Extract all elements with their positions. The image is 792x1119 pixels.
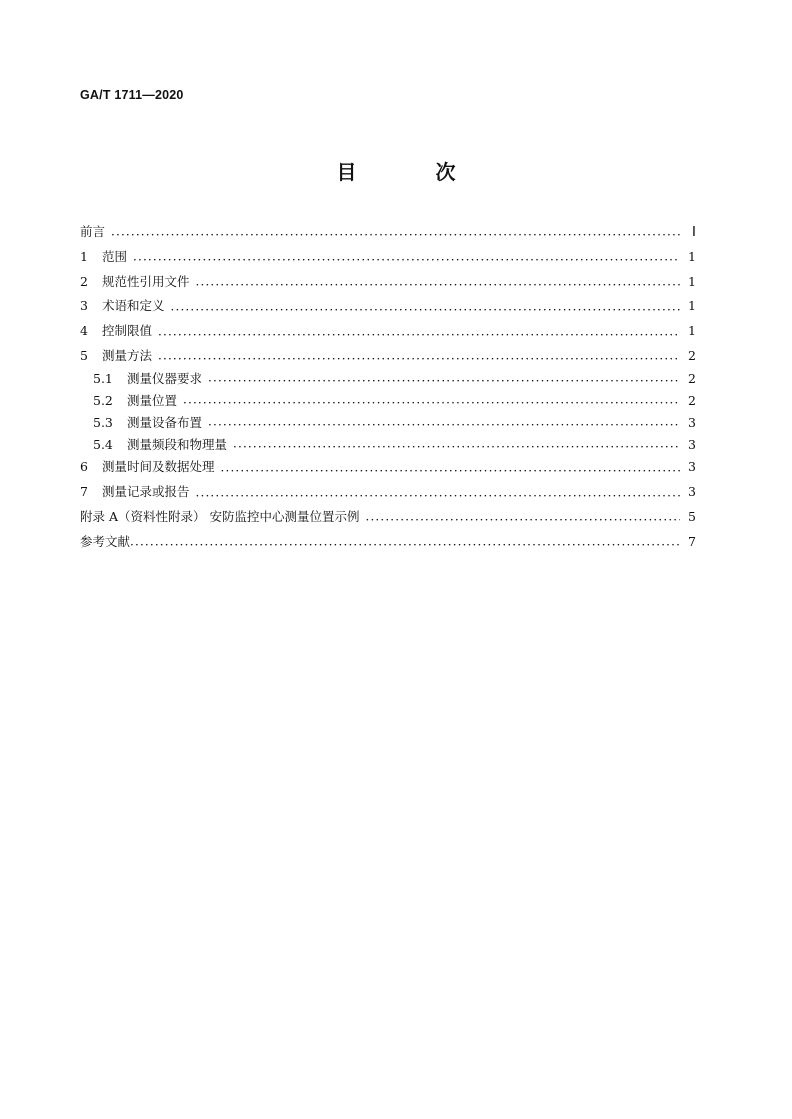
toc-leader-dots [130,539,680,551]
standard-code: GA/T 1711—2020 [80,88,184,102]
toc-leader-dots [221,465,680,477]
toc-entry-foreword[interactable] [80,222,696,247]
toc-entry-number: 7 [80,484,88,500]
toc-entry-number: 3 [80,298,88,314]
toc-leader-dots [158,329,680,341]
toc-entry-page: 3 [688,484,696,500]
toc-leader-dots [133,254,680,266]
toc-entry-text: 测量位置 [127,393,178,409]
toc-entry-page: 2 [688,371,696,387]
toc-entry-equipment-layout[interactable] [80,413,696,435]
toc-leader-dots [208,375,680,387]
toc-leader-dots [111,229,680,241]
toc-entry-normative-references[interactable] [80,272,696,297]
toc-leader-dots [196,490,680,502]
toc-entry-text: 测量时间及数据处理 [102,459,215,475]
toc-entry-page: 1 [688,323,696,339]
toc-entry-text: 规范性引用文件 [102,273,190,289]
toc-entry-page: 7 [688,533,696,549]
toc-entry-number: 5.3 [93,415,113,431]
toc-entry-number: 5.2 [93,393,113,409]
toc-entry-text: 术语和定义 [102,298,165,314]
toc-entry-text: 附录 A（资料性附录） 安防监控中心测量位置示例 [80,509,360,525]
toc-entry-number: 6 [80,459,88,475]
toc-entry-number: 1 [80,248,88,264]
toc-entry-control-limits[interactable] [80,321,696,346]
toc-leader-dots [365,514,680,526]
toc-leader-dots [171,304,680,316]
toc-entry-scope[interactable] [80,247,696,272]
toc-entry-text: 测量记录或报告 [102,484,190,500]
toc-leader-dots [196,279,680,291]
toc-entry-page: 2 [688,393,696,409]
toc-entry-text: 测量设备布置 [127,415,203,431]
toc-entry-page: 1 [688,248,696,264]
toc-entry-page: Ⅰ [691,225,696,240]
toc-entry-time-data-processing[interactable] [80,457,696,482]
toc-entry-measurement-methods[interactable] [80,346,696,370]
toc-entry-text: 参考文献 [80,533,131,549]
page-title: 目 次 [336,160,492,184]
toc-entry-page: 2 [688,347,696,363]
toc-entry-records-report[interactable] [80,482,696,507]
toc-entry-page: 5 [688,509,696,525]
toc-entry-text: 测量仪器要求 [127,371,203,387]
toc-entry-number: 5.4 [93,437,113,453]
toc-leader-dots [158,353,680,365]
toc-entry-number: 2 [80,273,88,289]
toc-entry-appendix-a[interactable] [80,507,696,532]
toc-entry-text: 前言 [80,224,106,239]
toc-entry-measurement-location[interactable] [80,391,696,413]
toc-entry-instrument-requirements[interactable] [80,369,696,391]
toc-leader-dots [183,397,680,409]
toc-entry-frequency-physical-quantity[interactable] [80,435,696,457]
toc-entry-page: 1 [688,298,696,314]
table-of-contents [80,222,696,557]
toc-entry-page: 3 [688,415,696,431]
toc-entry-text: 测量方法 [102,347,153,363]
toc-entry-page: 3 [688,459,696,475]
toc-entry-text: 控制限值 [102,323,153,339]
toc-entry-bibliography[interactable] [80,532,696,557]
toc-entry-page: 3 [688,437,696,453]
toc-entry-text: 范围 [102,248,128,264]
toc-leader-dots [208,419,680,431]
toc-entry-page: 1 [688,273,696,289]
toc-entry-number: 5.1 [93,371,113,387]
toc-entry-terms-definitions[interactable] [80,296,696,321]
toc-entry-text: 测量频段和物理量 [127,437,228,453]
toc-entry-number: 4 [80,323,88,339]
toc-leader-dots [233,441,680,453]
toc-entry-number: 5 [80,347,88,363]
